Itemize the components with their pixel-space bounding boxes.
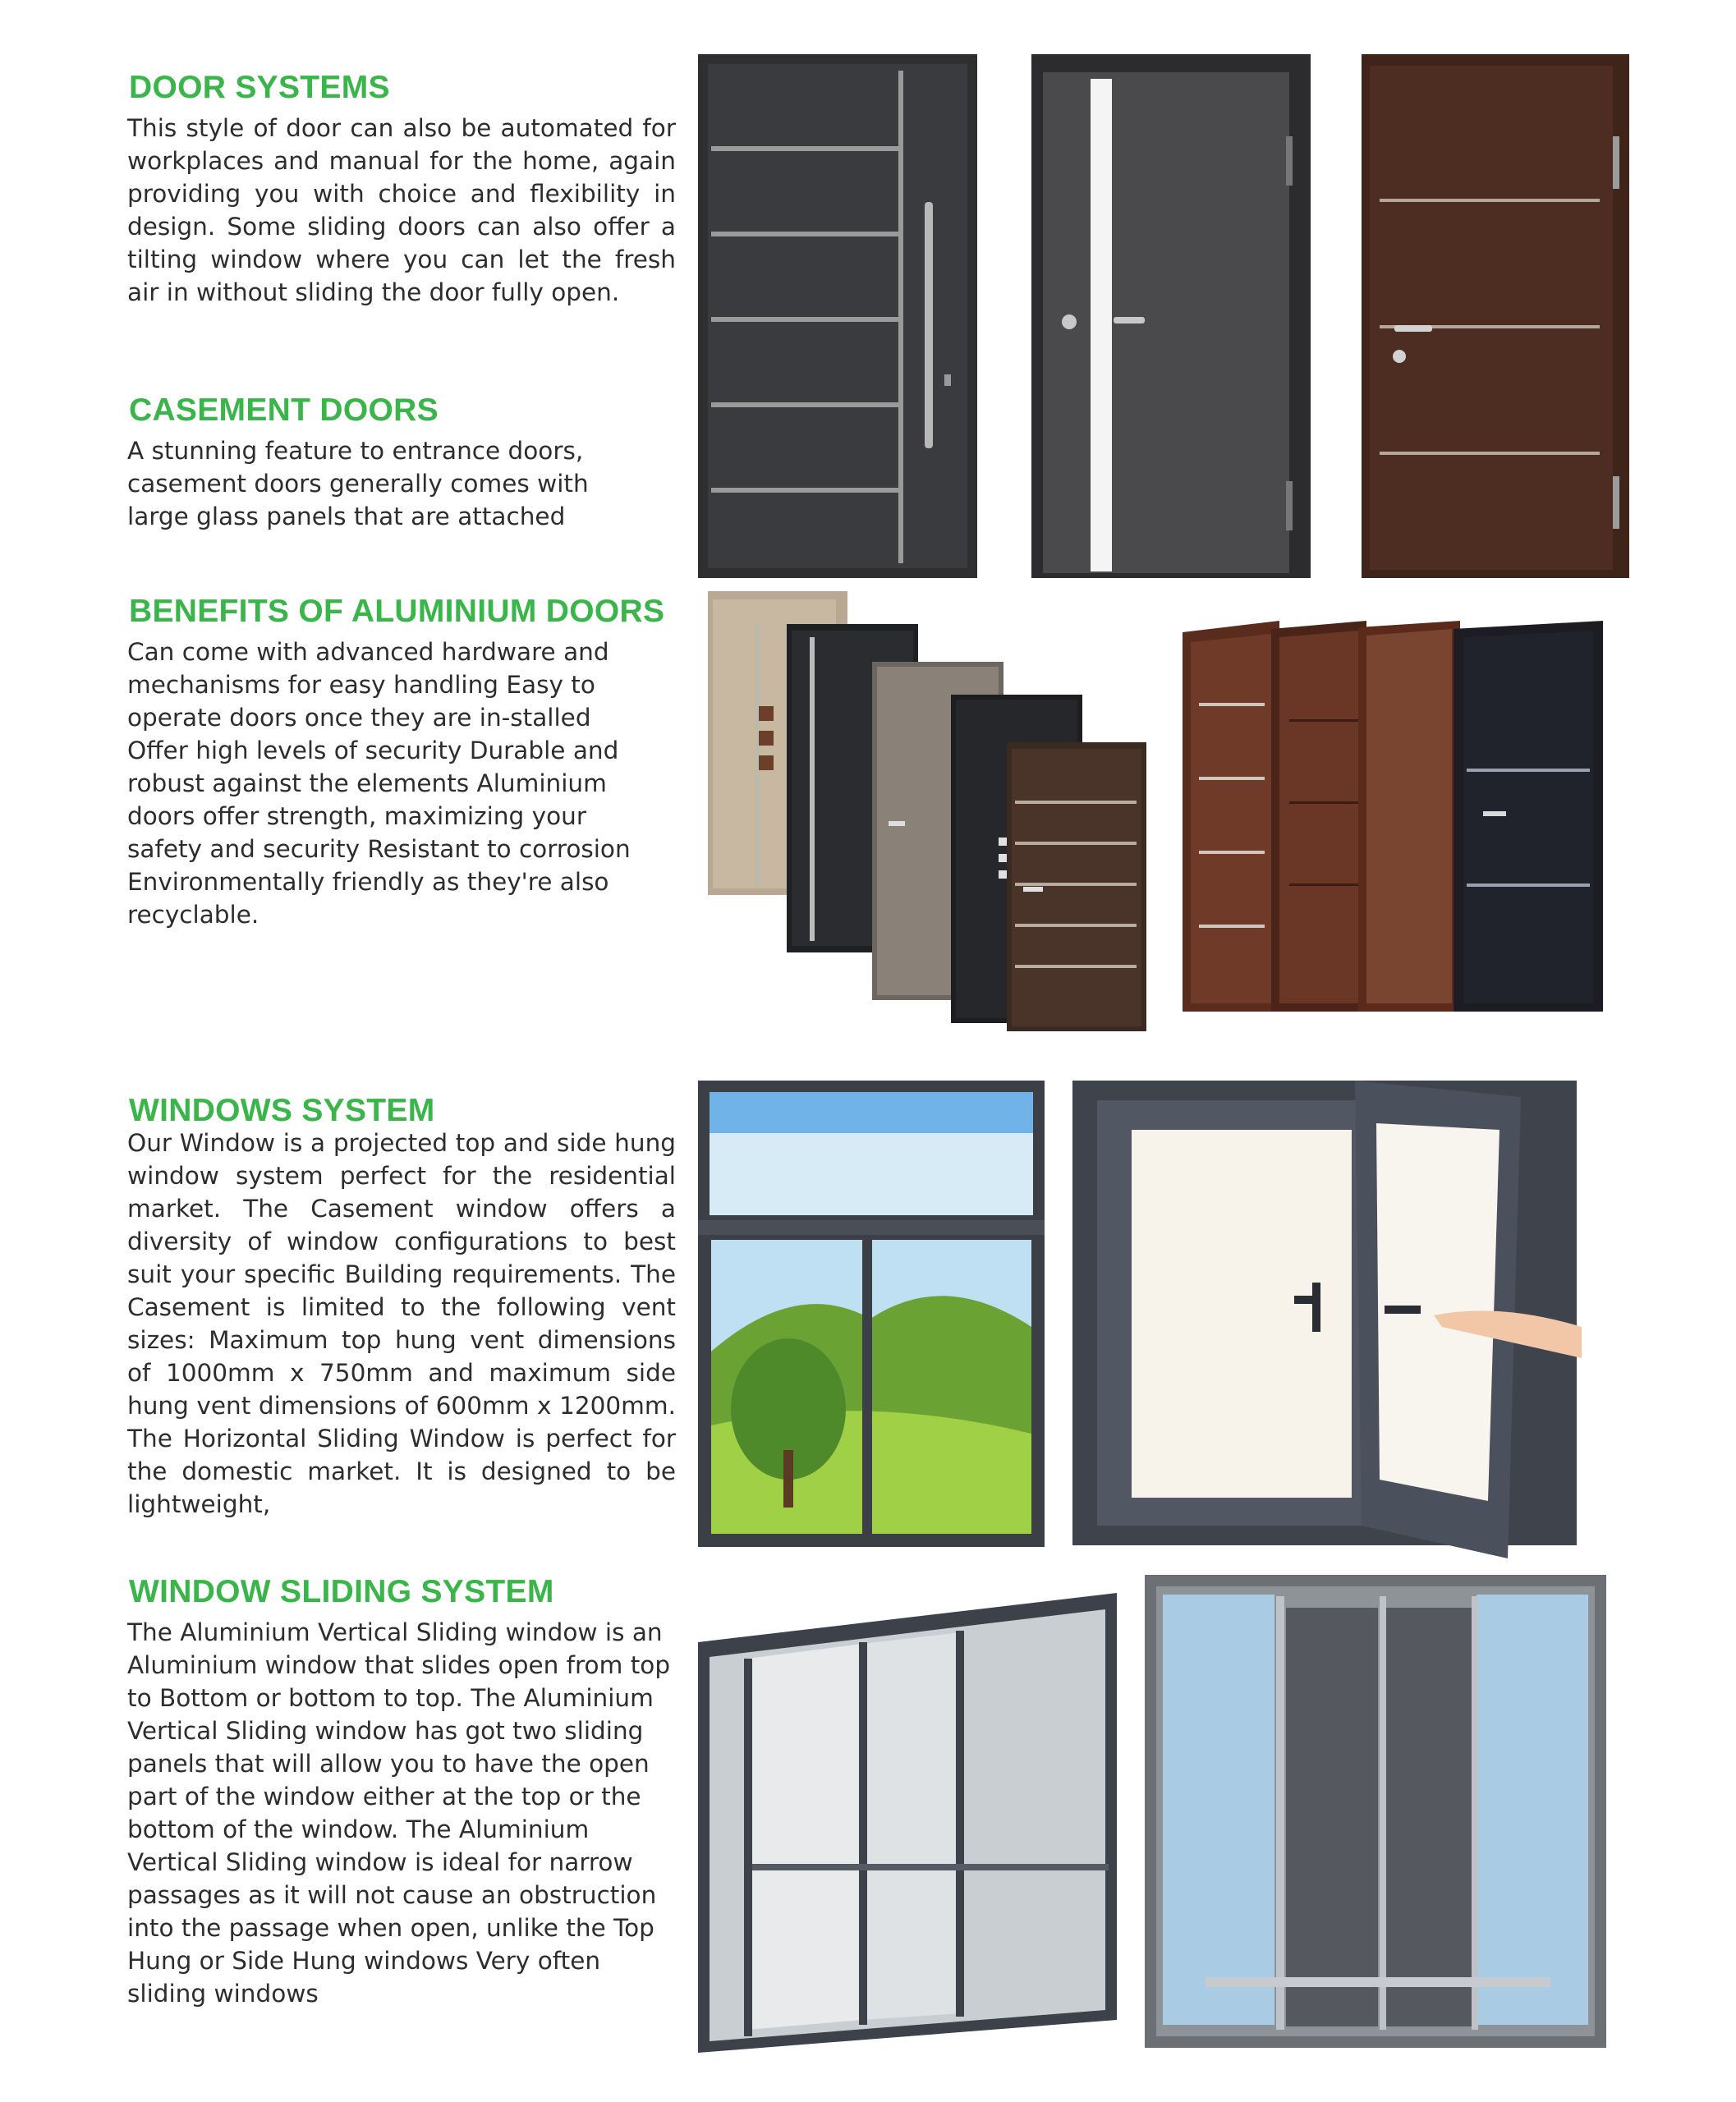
doors-group-two-image [1183, 621, 1623, 1012]
sliding-window-landscape-image [698, 1081, 1045, 1547]
casement-window-image [1072, 1081, 1582, 1558]
benefits-body: Can come with advanced hardware and mechanisms for easy handling Easy to operate doors once they are in-stalled Offer high levels of security Durable and robust against the elements Aluminium doors offer strength, maximizing your safety and security Resistant to corrosion Environmentally friendly as they're also recyclable. [127, 638, 631, 929]
door-systems-body: This style of door can also be automated for workplaces and manual for the home, again providing you with choice and flexibility in design. Some sliding doors can also offer a tilting window where you can let the fresh air in without sliding the door fully open. [127, 114, 676, 306]
windows-system-section [127, 1092, 676, 1521]
window-sliding-section [127, 1573, 677, 2010]
window-sliding-body: The Aluminium Vertical Sliding window is an Aluminium window that slides open from top to Bottom or bottom to top. The Aluminium Vertical Sliding window has got two sliding panels that will allow you to have the open part of the window either at the top or the bottom of the window. The Aluminium Vertical Sliding window is ideal for narrow passages as it will not cause an obstruction into the passage when open, unlike the Top Hung or Side Hung windows Very often sliding windows [127, 1618, 671, 2008]
casement-doors-body: A stunning feature to entrance doors, casement doors generally comes with large glass panels that are attached [127, 437, 589, 530]
brown-door-image [1362, 54, 1629, 578]
window-sliding-heading: WINDOW SLIDING SYSTEM [129, 1574, 554, 1609]
casement-doors-section [127, 392, 628, 533]
dark-door-image [698, 54, 977, 578]
casement-doors-heading: CASEMENT DOORS [129, 392, 439, 428]
door-systems-heading: DOOR SYSTEMS [129, 70, 390, 105]
grey-door-image [1031, 54, 1311, 578]
benefits-heading: BENEFITS OF ALUMINIUM DOORS [129, 594, 665, 629]
windows-system-body: Our Window is a projected top and side hung window system perfect for the residential market. The Casement window offers a diversity of window configurations to best suit your specific Building requirements. The Casement is limited to the following vent sizes: Maximum top hung vent dimensions of 1000mm x 750mm and maximum side hung vent dimensions of 600mm x 1200mm. The Horizontal Sliding Window is perfect for the domestic market. It is designed to be lightweight, [127, 1129, 676, 1518]
benefits-section [127, 593, 664, 931]
door-systems-section [127, 69, 676, 309]
doors-group-one-image [706, 591, 1150, 1035]
vertical-sliding-window-image [698, 1593, 1117, 2053]
blue-glass-window-image [1145, 1575, 1606, 2048]
windows-system-heading: WINDOWS SYSTEM [129, 1093, 435, 1128]
